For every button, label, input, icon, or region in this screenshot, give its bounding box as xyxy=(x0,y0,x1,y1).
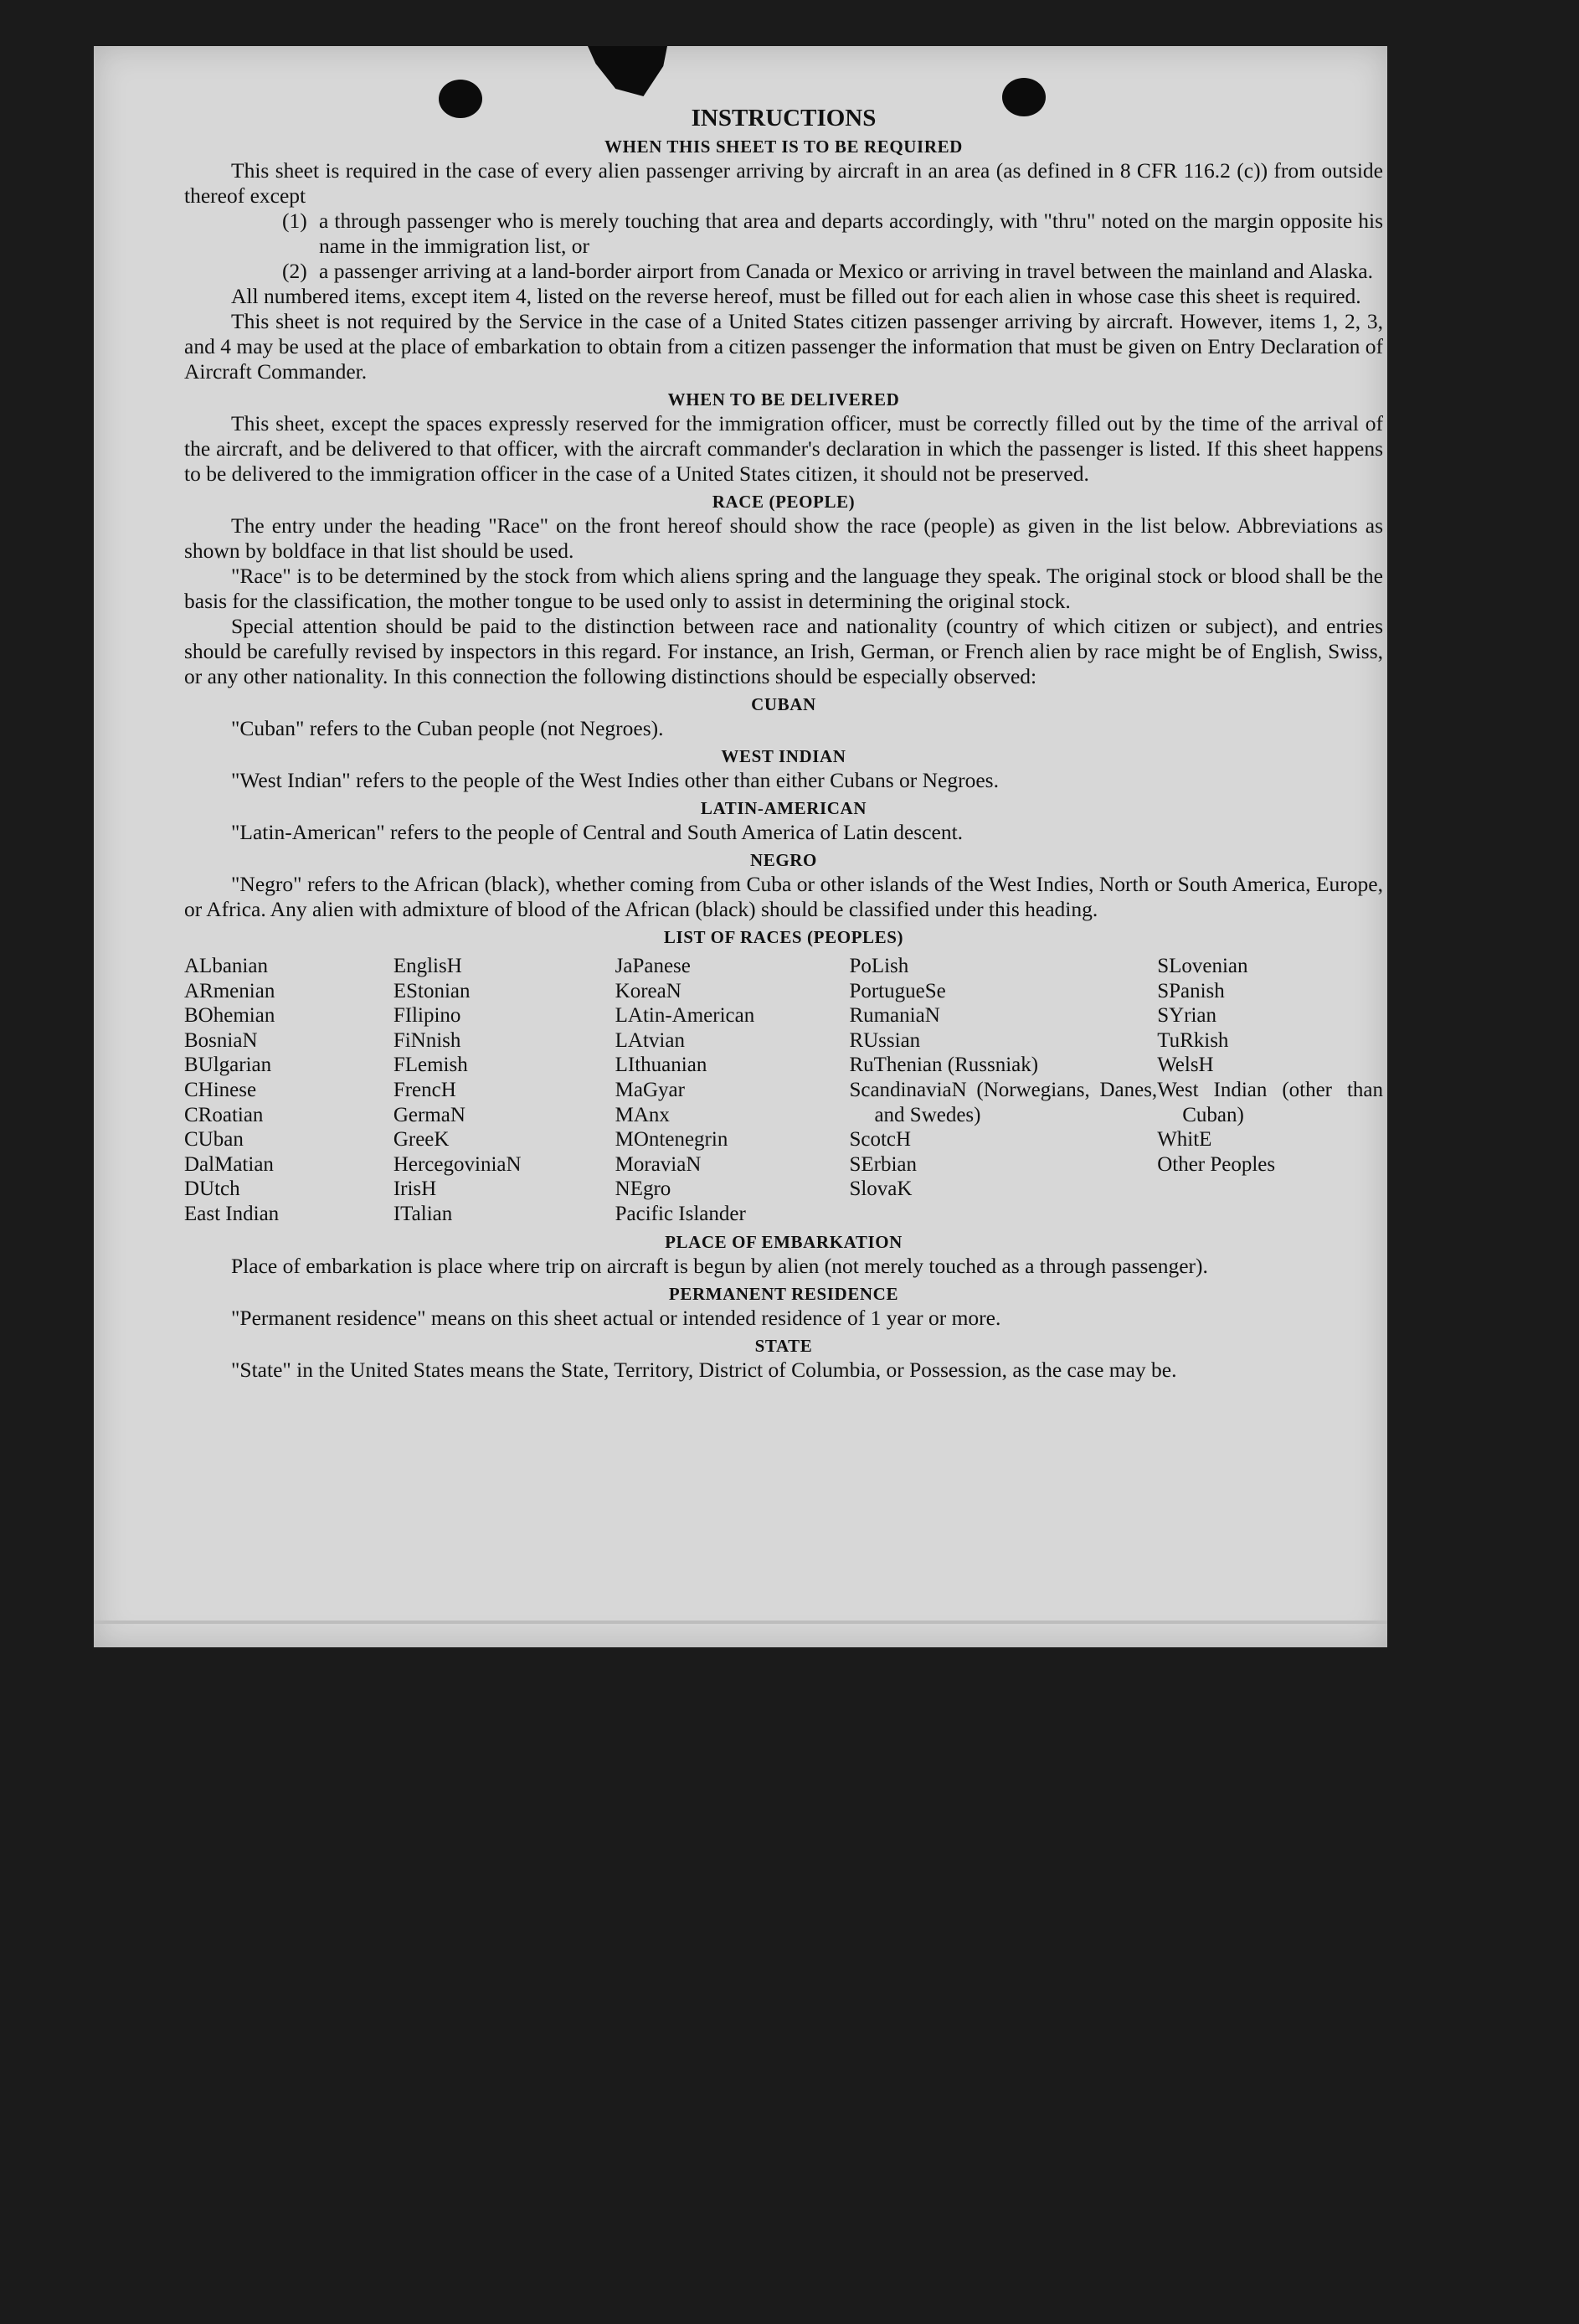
race-entry: KoreaN xyxy=(615,979,681,1002)
heading-when-delivered: WHEN TO BE DELIVERED xyxy=(667,389,900,410)
page-title: INSTRUCTIONS xyxy=(691,105,877,131)
race-entry: ScotcH xyxy=(849,1128,912,1152)
instructions-body xyxy=(184,105,1383,1383)
race-entry: BUlgarian xyxy=(184,1054,272,1077)
heading-list-of-races: LIST OF RACES (PEOPLES) xyxy=(663,927,904,947)
races-column-3 xyxy=(615,954,850,1227)
item-number: (1) xyxy=(282,209,307,233)
race-entry: ARmenian xyxy=(184,979,275,1002)
heading-race: RACE (PEOPLE) xyxy=(712,492,856,512)
races-column-4 xyxy=(849,954,1157,1227)
race-entry: SErbian xyxy=(849,1152,917,1176)
races-list xyxy=(184,954,1383,1227)
paragraph: "Latin-American" refers to the people of Central and South America of Latin descent. xyxy=(231,820,964,844)
paragraph: "State" in the United States means the State, Territory, District of Columbia, or Possession, as the case may be. xyxy=(231,1357,1177,1382)
race-entry: MAnx xyxy=(615,1103,670,1126)
race-entry: CUban xyxy=(184,1128,244,1152)
race-entry: GermaN xyxy=(393,1103,465,1126)
race-entry: PortugueSe xyxy=(849,979,946,1002)
paragraph: All numbered items, except item 4, listed on the reverse hereof, must be filled out for each alien in whose case this sheet is required. xyxy=(231,284,1361,308)
race-entry: EStonian xyxy=(393,979,471,1002)
race-entry: HercegoviniaN xyxy=(393,1152,522,1176)
race-entry: BosniaN xyxy=(184,1028,258,1052)
heading-west-indian: WEST INDIAN xyxy=(721,746,846,766)
race-entry: SYrian xyxy=(1157,1004,1217,1028)
race-entry: Pacific Islander xyxy=(615,1202,746,1225)
item-number: (2) xyxy=(282,259,307,283)
paragraph: This sheet is not required by the Service in the case of a United States citizen passenger arriving by aircraft. However, items 1, 2, 3, and 4 may be used at the place of embarkation to obtain from a citizen passenger the information that must be given on Entry Declaration of Aircraft Commander. xyxy=(184,309,1383,384)
race-entry: MOntenegrin xyxy=(615,1128,728,1152)
list-item xyxy=(282,209,1383,259)
item-text: a through passenger who is merely touching that area and departs accordingly, with "thru" noted on the margin opposite his name in the immigration list, or xyxy=(319,209,1383,258)
race-entry: BOhemian xyxy=(184,1004,275,1028)
race-entry: FiNnish xyxy=(393,1028,461,1052)
race-entry: WelsH xyxy=(1157,1054,1214,1077)
paragraph: This sheet, except the spaces expressly reserved for the immigration officer, must be correctly filled out by the time of the arrival of the aircraft, and be delivered to that officer, with the aircraft commander's declaration in which the passenger is listed. If this sheet happens to be delivered to the immigration officer in the case of a United States citizen, it should not be preserved. xyxy=(184,411,1383,486)
race-entry: LAtin-American xyxy=(615,1004,755,1028)
paragraph: "Negro" refers to the African (black), whether coming from Cuba or other islands of the West Indies, North or South America, Europe, or Africa. Any alien with admixture of blood of the African (black) should be classified under this heading. xyxy=(184,872,1383,921)
race-entry: West Indian (other than Cuban) xyxy=(1157,1078,1383,1126)
race-entry: PoLish xyxy=(849,955,909,977)
races-column-1 xyxy=(184,954,393,1227)
heading-when-required: WHEN THIS SHEET IS TO BE REQUIRED xyxy=(604,137,963,157)
heading-negro: NEGRO xyxy=(749,850,817,870)
race-entry: MoraviaN xyxy=(615,1152,702,1176)
race-entry: CHinese xyxy=(184,1078,257,1101)
race-entry: WhitE xyxy=(1157,1128,1212,1152)
paragraph: "West Indian" refers to the people of the West Indies other than either Cubans or Negroes. xyxy=(231,768,999,792)
race-entry: SlovaK xyxy=(849,1177,913,1201)
paragraph: "Race" is to be determined by the stock from which aliens spring and the language they speak. The original stock or blood shall be the basis for the classification, the mother tongue to be used only to assist in determining the original stock. xyxy=(184,564,1383,613)
race-entry: GreeK xyxy=(393,1128,450,1152)
race-entry: LIthuanian xyxy=(615,1054,707,1077)
race-entry: NEgro xyxy=(615,1177,671,1201)
heading-place-of-embarkation: PLACE OF EMBARKATION xyxy=(665,1231,903,1252)
races-column-2 xyxy=(393,954,615,1227)
race-entry: ALbanian xyxy=(184,955,268,977)
race-entry: SPanish xyxy=(1157,979,1225,1002)
race-entry: East Indian xyxy=(184,1202,280,1225)
race-entry: SLovenian xyxy=(1157,955,1248,977)
race-entry: IrisH xyxy=(393,1177,437,1201)
race-entry: DalMatian xyxy=(184,1152,274,1176)
heading-latin-american: LATIN-AMERICAN xyxy=(700,798,867,818)
race-entry: TuRkish xyxy=(1157,1028,1229,1052)
heading-cuban: CUBAN xyxy=(751,694,816,714)
paragraph: This sheet is required in the case of every alien passenger arriving by aircraft in an area (as defined in 8 CFR 116.2 (c)) from outside thereof except xyxy=(184,158,1383,208)
race-entry: EnglisH xyxy=(393,955,462,977)
race-entry: MaGyar xyxy=(615,1078,685,1101)
race-entry: JaPanese xyxy=(615,955,691,977)
race-entry: LAtvian xyxy=(615,1028,685,1052)
race-entry: RumaniaN xyxy=(849,1004,940,1028)
race-entry: RUssian xyxy=(849,1028,921,1052)
races-column-5 xyxy=(1157,954,1383,1227)
race-entry: FIlipino xyxy=(393,1004,461,1028)
document-sheet xyxy=(94,46,1387,1647)
race-entry: FrencH xyxy=(393,1078,456,1101)
race-entry: DUtch xyxy=(184,1177,240,1201)
race-entry: ScandinaviaN (Norwegians, Danes, and Swedes) xyxy=(849,1078,1158,1126)
paragraph: Place of embarkation is place where trip on aircraft is begun by alien (not merely touched as a through passenger). xyxy=(231,1253,1208,1278)
race-entry: Other Peoples xyxy=(1157,1152,1276,1176)
fold-line xyxy=(94,1621,1387,1624)
list-item xyxy=(282,259,1383,284)
race-entry: CRoatian xyxy=(184,1103,264,1126)
paragraph: The entry under the heading "Race" on the front hereof should show the race (people) as given in the list below. Abbreviations as shown by boldface in that list should be used. xyxy=(184,513,1383,563)
item-text: a passenger arriving at a land-border airport from Canada or Mexico or arriving in travel between the mainland and Alaska. xyxy=(319,259,1373,283)
heading-permanent-residence: PERMANENT RESIDENCE xyxy=(668,1283,899,1304)
paragraph: Special attention should be paid to the distinction between race and nationality (country of which citizen or subject), and entries should be carefully revised by inspectors in this regard. For instance, an Irish, German, or French alien by race might be of English, Swiss, or any other nationality. In this connection the following distinctions should be especially observed: xyxy=(184,614,1383,688)
paragraph: "Permanent residence" means on this sheet actual or intended residence of 1 year or more. xyxy=(231,1305,1001,1330)
race-entry: FLemish xyxy=(393,1054,468,1077)
race-entry: ITalian xyxy=(393,1202,453,1225)
race-entry: RuThenian (Russniak) xyxy=(849,1054,1039,1077)
heading-state: STATE xyxy=(754,1335,813,1356)
torn-edge xyxy=(588,46,667,96)
paragraph: "Cuban" refers to the Cuban people (not Negroes). xyxy=(231,716,664,740)
